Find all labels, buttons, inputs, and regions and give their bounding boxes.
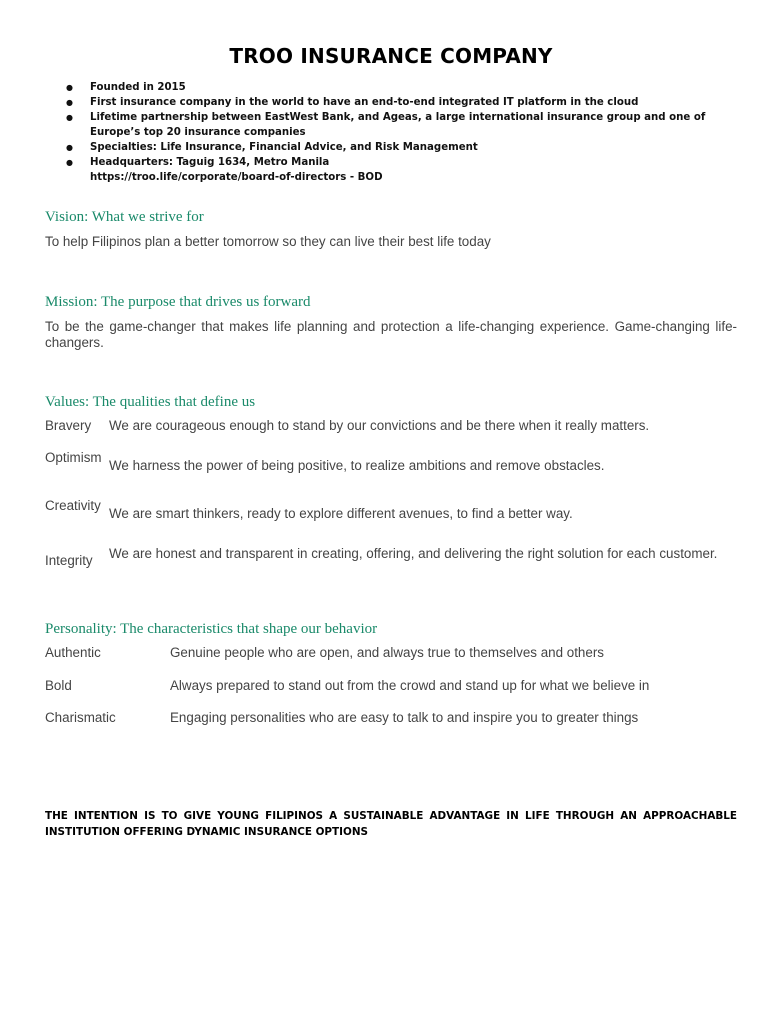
values-heading: Values: The qualities that define us (45, 394, 256, 410)
page-title: TROO INSURANCE COMPANY (229, 44, 553, 68)
company-facts-list (66, 80, 746, 185)
mission-text: To be the game-changer that makes life planning and protection a life-changing experience. Game-changing life-changers. (45, 319, 737, 350)
fact-specialties: ● Specialties: Life Insurance, Financial Advice, and Risk Management (66, 140, 746, 155)
fact-headquarters: ● Headquarters: Taguig 1634, Metro Manila (66, 155, 746, 170)
vision-heading: Vision: What we strive for (45, 209, 204, 225)
fact-first-cloud-platform: ● First insurance company in the world to have an end-to-end integrated IT platform in the cloud (66, 95, 746, 110)
personality-text-charismatic: Engaging personalities who are easy to talk to and inspire you to greater things (170, 710, 639, 725)
fact-founded: ● Founded in 2015 (66, 80, 746, 95)
fact-partnership: ● Lifetime partnership between EastWest Bank, and Ageas, a large international insurance group and one of Europe’s top 20 insurance companies (66, 110, 746, 140)
value-text-optimism: We harness the power of being positive, to realize ambitions and remove obstacles. (109, 458, 605, 473)
mission-heading: Mission: The purpose that drives us forward (45, 294, 311, 310)
intention-statement: THE INTENTION IS TO GIVE YOUNG FILIPINOS A SUSTAINABLE ADVANTAGE IN LIFE THROUGH AN APPROACHABLE INSTITUTION OFFERING DYNAMIC INSURANCE OPTIONS (45, 810, 737, 838)
personality-label-authentic: Authentic (45, 645, 101, 660)
personality-text-bold: Always prepared to stand out from the crowd and stand up for what we believe in (170, 678, 650, 693)
value-text-bravery: We are courageous enough to stand by our convictions and be there when it really matters. (109, 418, 650, 433)
personality-text-authentic: Genuine people who are open, and always true to themselves and others (170, 645, 604, 660)
value-label-optimism: Optimism (45, 450, 102, 465)
personality-heading: Personality: The characteristics that shape our behavior (45, 621, 378, 637)
vision-text: To help Filipinos plan a better tomorrow so they can live their best life today (45, 234, 491, 249)
board-of-directors-link[interactable]: https://troo.life/corporate/board-of-directors - BOD (90, 172, 383, 183)
value-label-integrity: Integrity (45, 553, 93, 568)
value-text-creativity: We are smart thinkers, ready to explore different avenues, to find a better way. (109, 506, 573, 521)
value-label-creativity: Creativity (45, 498, 101, 513)
value-label-bravery: Bravery (45, 418, 92, 433)
personality-label-bold: Bold (45, 678, 72, 693)
personality-label-charismatic: Charismatic (45, 710, 116, 725)
value-text-integrity: We are honest and transparent in creating, offering, and delivering the right solution for each customer. (109, 546, 718, 561)
